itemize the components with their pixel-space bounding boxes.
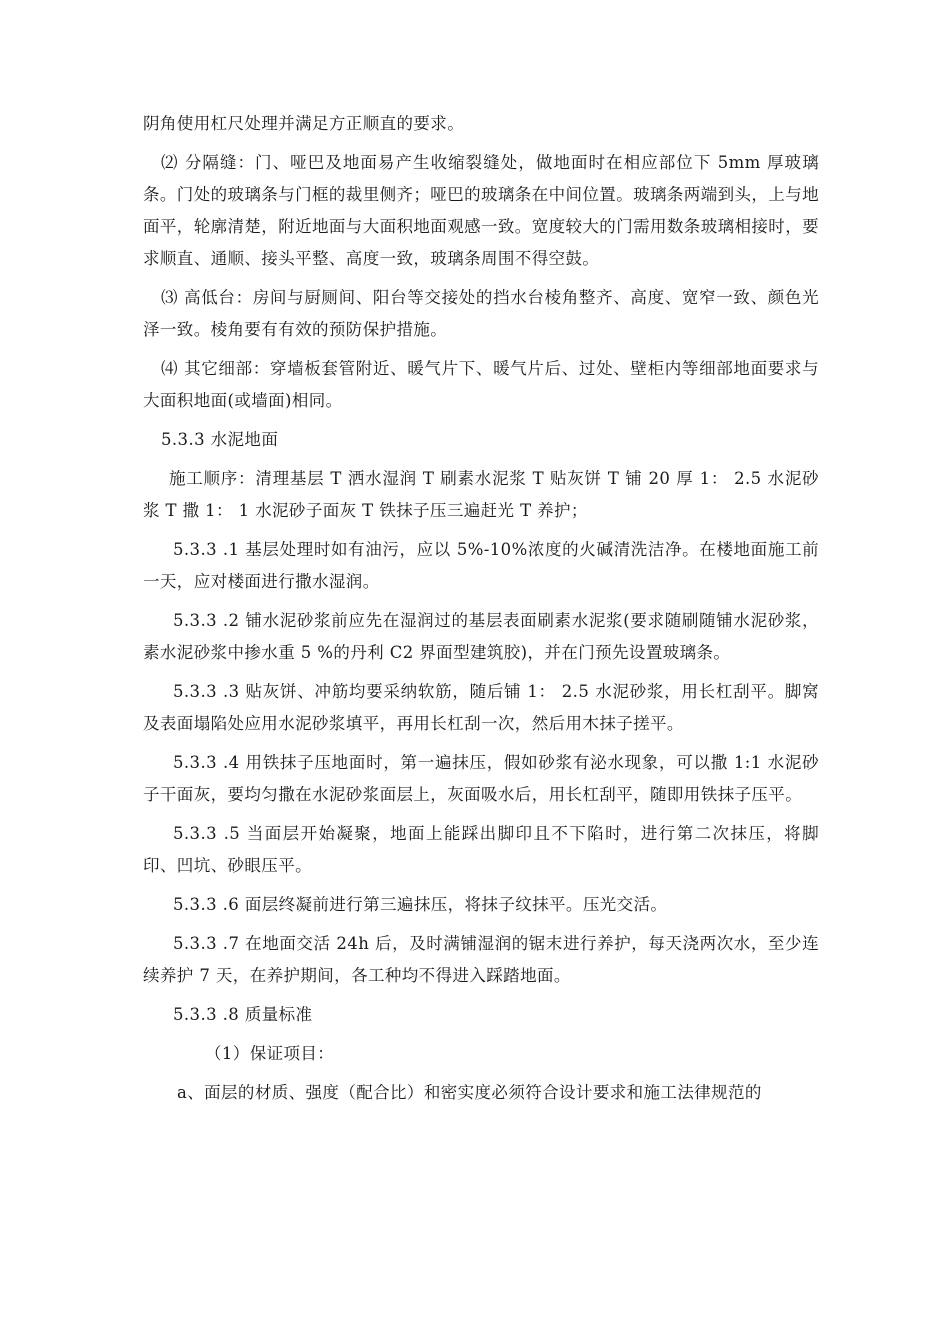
paragraph-corner-treatment: 阴角使用杠尺处理并满足方正顺直的要求。 (143, 114, 465, 133)
paragraph-5-3-3-4: 5.3.3 .4 用铁抹子压地面时，第一遍抹压，假如砂浆有泌水现象，可以撒 1:1 水泥砂子干面灰，要均匀撒在水泥砂浆面层上，灰面吸水后，用长杠刮平，随即用铁抹子压平。 (143, 753, 819, 804)
paragraph-5-3-3-5: 5.3.3 .5 当面层开始凝聚，地面上能踩出脚印且不下陷时，进行第二次抹压，将脚印、凹坑、砂眼压平。 (143, 824, 819, 875)
section-heading-cement-floor: 5.3.3 水泥地面 (161, 430, 279, 449)
paragraph-5-3-3-6: 5.3.3 .6 面层终凝前进行第三遍抹压，将抹子纹抹平。压光交活。 (173, 895, 668, 914)
paragraph-5-3-3-3: 5.3.3 .3 贴灰饼、冲筋均要采纳软筋，随后铺 1： 2.5 水泥砂浆，用长杠刮平。脚窝及表面塌陷处应用水泥砂浆填平，再用长杠刮一次，然后用木抹子搓平。 (143, 682, 819, 733)
paragraph-high-low-platform: ⑶ 高低台：房间与厨厕间、阳台等交接处的挡水台棱角整齐、高度、宽窄一致、颜色光泽一致。棱角要有有效的预防保护措施。 (143, 288, 819, 339)
paragraph-construction-sequence: 施工顺序：清理基层 T 洒水湿润 T 刷素水泥浆 T 贴灰饼 T 铺 20 厚 1： 2.5 水泥砂浆 T 撒 1： 1 水泥砂子面灰 T 铁抹子压三遍赶光 T 养护； (143, 469, 819, 520)
paragraph-separation-joint: ⑵ 分隔缝：门、哑巴及地面易产生收缩裂缝处，做地面时在相应部位下 5mm 厚玻璃条。门处的玻璃条与门框的裁里侧齐；哑巴的玻璃条在中间位置。玻璃条两端到头，上与地面平，轮廓清楚，附近地面与大面积地面观感一致。宽度较大的门需用数条玻璃相接时，要求顺直、通顺、接头平整、高度一致，玻璃条周围不得空鼓。 (143, 153, 819, 268)
paragraph-other-details: ⑷ 其它细部：穿墙板套管附近、暖气片下、暖气片后、过处、壁柜内等细部地面要求与大面积地面(或墙面)相同。 (143, 359, 819, 410)
paragraph-guarantee-items: （1）保证项目： (205, 1044, 335, 1063)
document-body (143, 108, 819, 1109)
paragraph-5-3-3-2: 5.3.3 .2 铺水泥砂浆前应先在湿润过的基层表面刷素水泥浆(要求随刷随铺水泥砂浆，素水泥砂浆中掺水重 5 %的丹利 C2 界面型建筑胶)，并在门预先设置玻璃条。 (143, 611, 819, 662)
paragraph-5-3-3-7: 5.3.3 .7 在地面交活 24h 后，及时满铺湿润的锯末进行养护，每天浇两次水，至少连续养护 7 天，在养护期间，各工种均不得进入踩踏地面。 (143, 934, 819, 985)
paragraph-5-3-3-8-heading: 5.3.3 .8 质量标准 (173, 1005, 313, 1024)
paragraph-item-a: a、面层的材质、强度（配合比）和密实度必须符合设计要求和施工法律规范的 (177, 1083, 762, 1102)
paragraph-5-3-3-1: 5.3.3 .1 基层处理时如有油污，应以 5%-10%浓度的火碱清洗洁净。在楼地面施工前一天，应对楼面进行撒水湿润。 (143, 540, 819, 591)
